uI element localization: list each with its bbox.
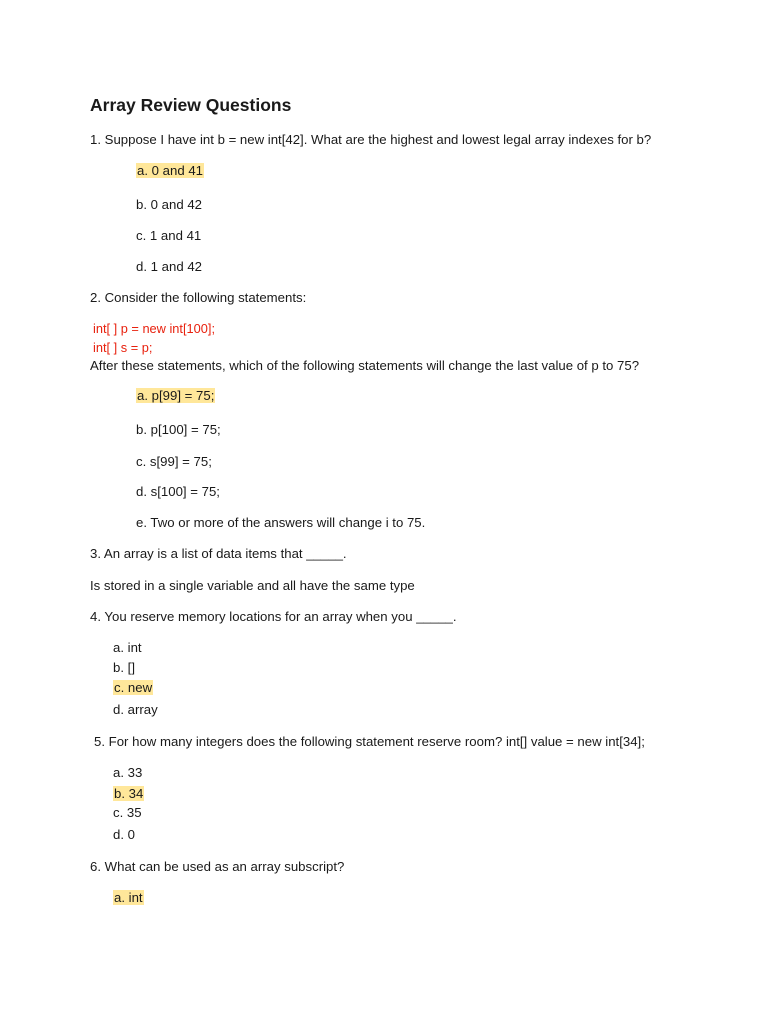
q2-option-b: b. p[100] = 75;	[136, 422, 221, 437]
question-6: 6. What can be used as an array subscript?	[90, 859, 345, 874]
question-3: 3. An array is a list of data items that _____.	[90, 546, 347, 561]
q4-option-a: a. int	[113, 640, 142, 655]
q6-option-a	[113, 889, 144, 907]
q1-option-b: b. 0 and 42	[136, 197, 202, 212]
answer-highlight: c. new	[114, 680, 153, 695]
question-2-followup: After these statements, which of the following statements will change the last value of p to 75?	[90, 358, 640, 373]
q5-option-b	[113, 785, 144, 803]
answer-highlight: a. int	[114, 890, 143, 905]
q2-option-e: e. Two or more of the answers will change i to 75.	[136, 515, 426, 530]
q4-option-c	[113, 679, 153, 697]
q2-option-c: c. s[99] = 75;	[136, 454, 212, 469]
question-4: 4. You reserve memory locations for an array when you _____.	[90, 609, 457, 624]
question-5: 5. For how many integers does the following statement reserve room? int[] value = new int[34];	[94, 734, 645, 749]
q1-option-c: c. 1 and 41	[136, 228, 202, 243]
q4-option-b: b. []	[113, 660, 135, 675]
q2-option-a	[136, 387, 215, 405]
q1-option-d: d. 1 and 42	[136, 259, 202, 274]
code-line-1: int[ ] p = new int[100];	[93, 321, 216, 336]
q5-option-c: c. 35	[113, 805, 142, 820]
question-2: 2. Consider the following statements:	[90, 290, 307, 305]
q4-option-d: d. array	[113, 702, 158, 717]
q5-option-a: a. 33	[113, 765, 143, 780]
q2-option-d: d. s[100] = 75;	[136, 484, 220, 499]
page-title: Array Review Questions	[90, 95, 292, 115]
q5-option-d: d. 0	[113, 827, 135, 842]
answer-highlight: b. 34	[114, 786, 144, 801]
answer-highlight: a. p[99] = 75;	[137, 388, 215, 403]
q3-answer: Is stored in a single variable and all have the same type	[90, 578, 415, 593]
answer-highlight: a. 0 and 41	[137, 163, 203, 178]
question-1: 1. Suppose I have int b = new int[42]. What are the highest and lowest legal array indexes for b?	[90, 132, 652, 147]
code-line-2: int[ ] s = p;	[93, 340, 153, 355]
q1-option-a	[136, 162, 204, 180]
